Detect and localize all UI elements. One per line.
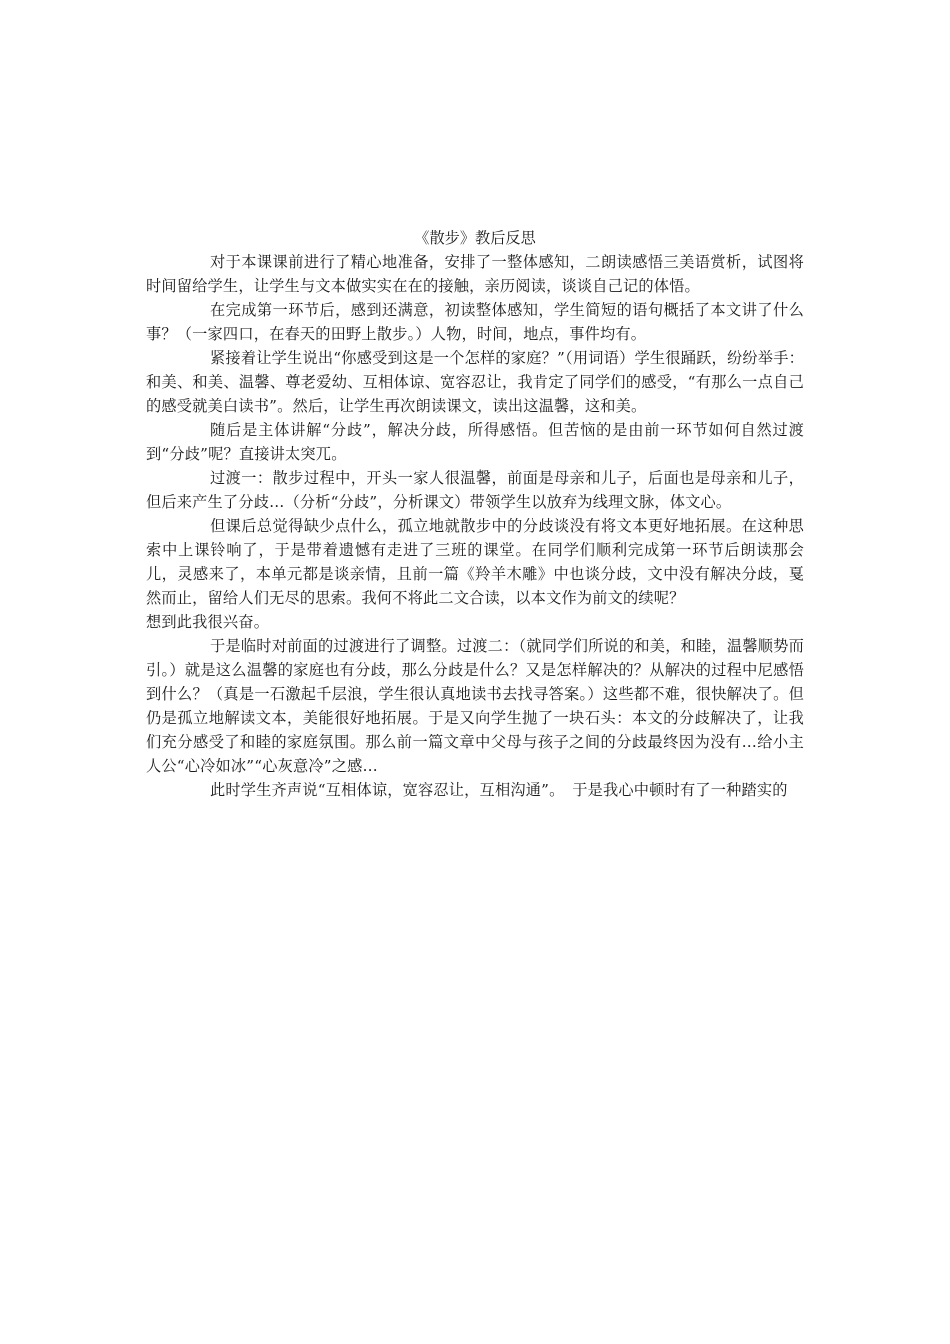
document-title: 《散步》教后反思 xyxy=(414,229,536,247)
paragraph-7: 想到此我很兴奋。 xyxy=(146,613,270,631)
paragraph-2: 在完成第一环节后，感到还满意，初读整体感知，学生简短的语句概括了本文讲了什么事？（一家四口，在春天的田野上散步。）人物，时间，地点，事件均有。 xyxy=(146,301,804,343)
paragraph-8: 于是临时对前面的过渡进行了调整。过渡二：（就同学们所说的和美，和睦，温馨顺势而引。）就是这么温馨的家庭也有分歧，那么分歧是什么？又是怎样解决的？从解决的过程中尼感悟到什么？（真是一石激起千层浪，学生很认真地读书去找寻答案。）这些都不难，很快解决了。但仍是孤立地解读文本，美能很好地拓展。于是又向学生抛了一块石头：本文的分歧解决了，让我们充分感受了和睦的家庭氛围。那么前一篇文章中父母与孩子之间的分歧最终因为没有…给小主人公“心冷如冰”“心灰意冷”之感… xyxy=(146,637,804,775)
paragraph-3: 紧接着让学生说出“你感受到这是一个怎样的家庭？”（用词语）学生很踊跃，纷纷举手：和美、和美、温馨、尊老爱幼、互相体谅、宽容忍让，我肯定了同学们的感受，“有那么一点自己的感受就美白读书”。然后，让学生再次朗读课文，读出这温馨，这和美。 xyxy=(146,349,804,415)
document-body xyxy=(146,226,804,802)
paragraph-1: 对于本课课前进行了精心地准备，安排了一整体感知，二朗读感悟三美语赏析，试图将时间留给学生，让学生与文本做实实在在的接触，亲历阅读，谈谈自己记的体悟。 xyxy=(146,253,804,295)
paragraph-9: 此时学生齐声说“互相体谅，宽容忍让，互相沟通”。 于是我心中顿时有了一种踏实的 xyxy=(210,781,788,799)
paragraph-5: 过渡一：散步过程中，开头一家人很温馨，前面是母亲和儿子，后面也是母亲和儿子，但后来产生了分歧…（分析“分歧”，分析课文）带领学生以放弃为线理文脉，体文心。 xyxy=(146,469,804,511)
paragraph-6: 但课后总觉得缺少点什么，孤立地就散步中的分歧谈没有将文本更好地拓展。在这种思索中上课铃响了，于是带着遗憾有走进了三班的课堂。在同学们顺利完成第一环节后朗读那会儿，灵感来了，本单元都是谈亲情，且前一篇《羚羊木雕》中也谈分歧，文中没有解决分歧，戛然而止，留给人们无尽的思索。我何不将此二文合读，以本文作为前文的续呢？ xyxy=(146,517,804,607)
paragraph-4: 随后是主体讲解“分歧”，解决分歧，所得感悟。但苦恼的是由前一环节如何自然过渡到“分歧”呢？直接讲太突兀。 xyxy=(146,421,804,463)
